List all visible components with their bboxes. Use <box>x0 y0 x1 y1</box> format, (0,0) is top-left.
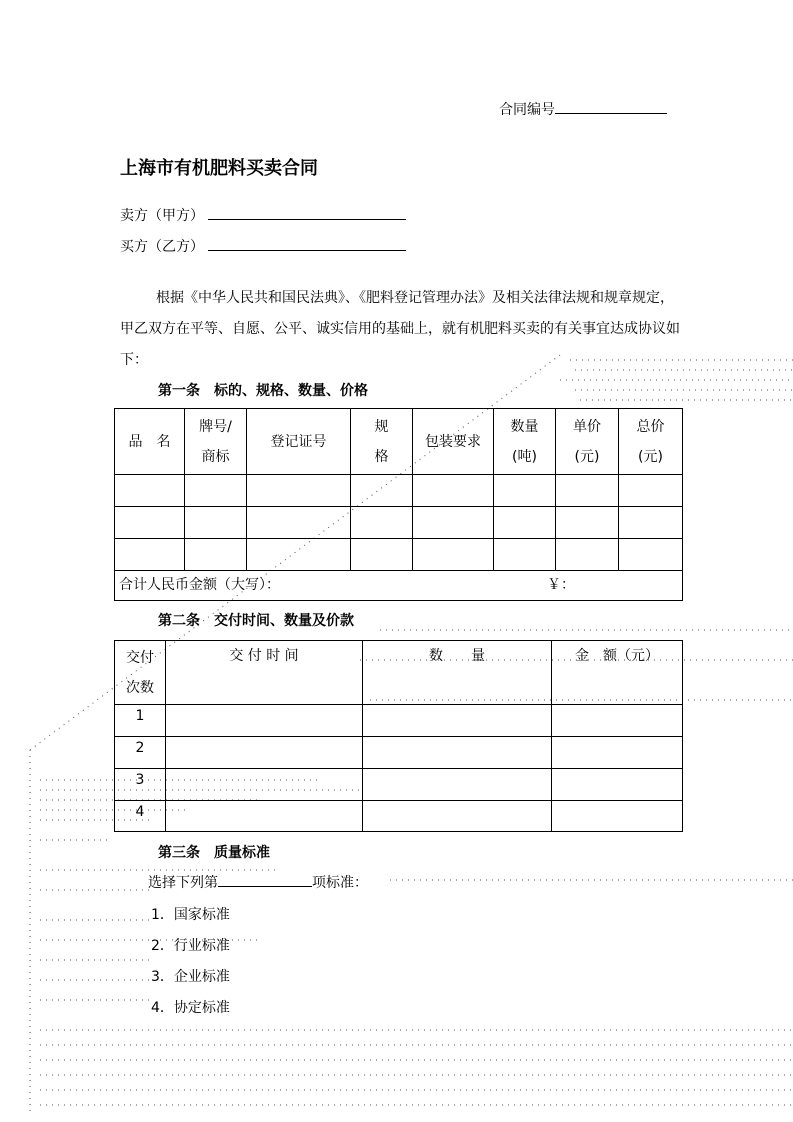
table-cell[interactable] <box>363 705 552 737</box>
table-cell[interactable] <box>494 475 556 507</box>
table-cell[interactable] <box>166 801 363 832</box>
table-cell[interactable] <box>247 539 351 571</box>
delivery-number: 4 <box>115 801 166 832</box>
standard-option: 3．企业标准 <box>151 969 230 985</box>
standard-select-prefix: 选择下列第 <box>148 875 218 891</box>
header-spec: 规 格 <box>351 409 413 475</box>
contract-number-label: 合同编号 <box>499 102 555 118</box>
table-cell[interactable] <box>115 539 185 571</box>
header-registration-no: 登记证号 <box>247 409 351 475</box>
contract-number <box>499 99 667 119</box>
table-row <box>115 475 683 507</box>
table-cell[interactable] <box>166 737 363 769</box>
standard-choice-field[interactable] <box>218 872 312 887</box>
table-row <box>115 737 683 769</box>
table-cell[interactable] <box>413 475 494 507</box>
table-cell[interactable] <box>351 507 413 539</box>
header-delivery-quantity: 数 量 <box>363 641 552 705</box>
document-title: 上海市有机肥料买卖合同 <box>120 158 318 179</box>
table-cell[interactable] <box>494 507 556 539</box>
table-row <box>115 507 683 539</box>
header-delivery-count: 交付 次数 <box>115 641 166 705</box>
table-cell[interactable] <box>247 475 351 507</box>
header-quantity: 数量 (吨) <box>494 409 556 475</box>
delivery-number: 2 <box>115 737 166 769</box>
header-delivery-time: 交 付 时 间 <box>166 641 363 705</box>
standard-select-line <box>148 872 368 892</box>
total-cell[interactable] <box>115 571 683 601</box>
table-cell[interactable] <box>247 507 351 539</box>
table-cell[interactable] <box>363 801 552 832</box>
total-amount-label: 合计人民币金额（大写）： <box>119 577 280 593</box>
buyer-line <box>120 236 406 256</box>
table-cell[interactable] <box>619 507 683 539</box>
table-cell[interactable] <box>166 769 363 801</box>
header-delivery-amount: 金 额（元） <box>552 641 683 705</box>
seller-label: 卖方（甲方） <box>120 208 204 224</box>
delivery-table-header <box>115 641 683 705</box>
product-table-header <box>115 409 683 475</box>
table-cell[interactable] <box>351 539 413 571</box>
header-packaging: 包装要求 <box>413 409 494 475</box>
buyer-label: 买方（乙方） <box>120 239 204 255</box>
delivery-number: 3 <box>115 769 166 801</box>
table-cell[interactable] <box>185 475 247 507</box>
table-cell[interactable] <box>619 475 683 507</box>
table-row <box>115 539 683 571</box>
header-brand: 牌号/ 商标 <box>185 409 247 475</box>
table-cell[interactable] <box>552 801 683 832</box>
article-1-heading: 第一条 标的、规格、数量、价格 <box>158 383 368 399</box>
total-row <box>115 571 683 601</box>
intro-paragraph: 根据《中华人民共和国民法典》、《肥料登记管理办法》及相关法律法规和规章规定，甲乙双方在平等、自愿、公平、诚实信用的基础上，就有机肥料买卖的有关事宜达成协议如下： <box>120 290 680 368</box>
standard-option: 1．国家标准 <box>151 907 230 923</box>
header-product-name: 品 名 <box>115 409 185 475</box>
table-cell[interactable] <box>413 507 494 539</box>
table-cell[interactable] <box>115 475 185 507</box>
contract-number-field[interactable] <box>555 99 667 114</box>
table-row <box>115 705 683 737</box>
table-cell[interactable] <box>363 769 552 801</box>
article-2-heading: 第二条 交付时间、数量及价款 <box>158 613 354 629</box>
standard-option: 4．协定标准 <box>151 1000 230 1016</box>
delivery-table <box>114 640 683 832</box>
table-cell[interactable] <box>619 539 683 571</box>
buyer-field[interactable] <box>208 236 406 251</box>
header-unit-price: 单价 (元) <box>556 409 619 475</box>
table-row <box>115 801 683 832</box>
delivery-number: 1 <box>115 705 166 737</box>
product-table <box>114 408 683 601</box>
table-cell[interactable] <box>115 507 185 539</box>
table-cell[interactable] <box>185 539 247 571</box>
table-cell[interactable] <box>185 507 247 539</box>
table-cell[interactable] <box>552 737 683 769</box>
total-currency-label: ￥： <box>547 577 575 593</box>
table-cell[interactable] <box>556 475 619 507</box>
table-cell[interactable] <box>413 539 494 571</box>
table-cell[interactable] <box>552 769 683 801</box>
standard-select-suffix: 项标准： <box>312 875 368 891</box>
table-cell[interactable] <box>556 539 619 571</box>
table-row <box>115 769 683 801</box>
article-3-heading: 第三条 质量标准 <box>158 845 270 861</box>
table-cell[interactable] <box>556 507 619 539</box>
table-cell[interactable] <box>363 737 552 769</box>
table-cell[interactable] <box>166 705 363 737</box>
seller-field[interactable] <box>208 205 406 220</box>
table-cell[interactable] <box>552 705 683 737</box>
table-cell[interactable] <box>494 539 556 571</box>
table-cell[interactable] <box>351 475 413 507</box>
header-total-price: 总价 (元) <box>619 409 683 475</box>
standard-option: 2．行业标准 <box>151 938 230 954</box>
seller-line <box>120 205 406 225</box>
